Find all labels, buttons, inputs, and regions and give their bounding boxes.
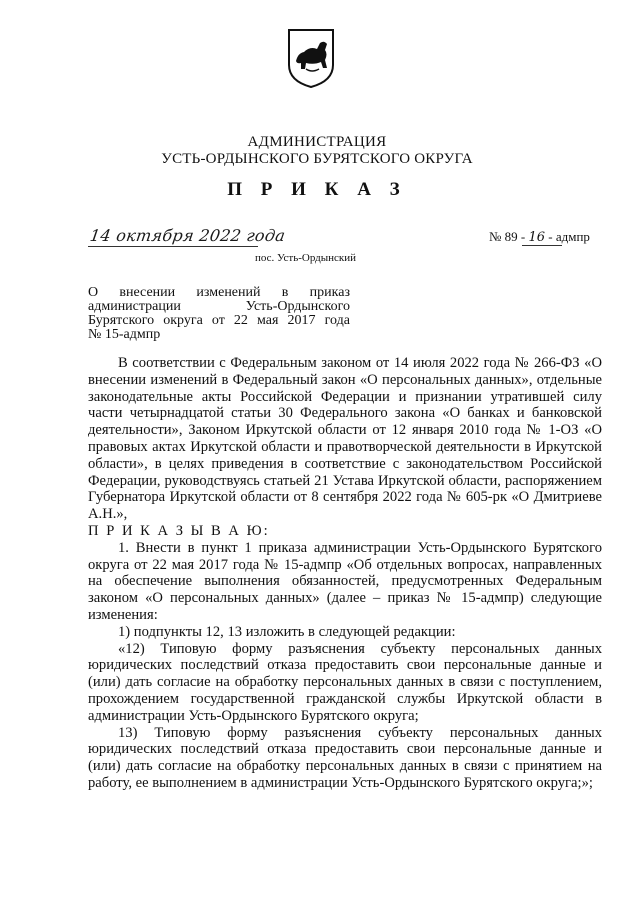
document-body xyxy=(88,355,602,792)
document-subject xyxy=(88,286,350,342)
number-suffix: - адмпр xyxy=(548,229,590,244)
date-underline xyxy=(88,246,258,247)
document-type: П Р И К А З xyxy=(227,179,407,200)
number-underline xyxy=(522,245,562,246)
subject-line: № 15-адмпр xyxy=(88,327,161,342)
paragraph-13: 13) Типовую форму разъяснения субъекту персональных данных юридических последствий отказа предоставить свои персональные данные и (или) дать согласие на обработку персональных данных в связи с принятием на работу, ее выполнением в администрации Усть-Ордынского Бурятского округа;»; xyxy=(88,724,602,791)
document-number xyxy=(489,229,590,245)
coat-of-arms-icon xyxy=(286,27,336,89)
document-place: пос. Усть-Ордынский xyxy=(255,252,357,264)
preamble-paragraph: В соответствии с Федеральным законом от 14 июля 2022 года № 266-ФЗ «О внесении изменений в Федеральный закон «О персональных данных», отдельные законодательные акты Российской Федерации и признании утратившей силу части четырнадцатой статьи 30 Федерального закона «О банках и банковской деятельности», Законом Иркутской области от 12 января 2010 года № 1-ОЗ «О правовых актах Иркутской области и правотворческой деятельности в Иркутской области», в целях приведения в соответствие с законодательством Российской Федерации, руководствуясь статьей 21 Устава Иркутской области, распоряжением Губернатора Иркутской области от 8 сентября 2022 года № 605-рк «О Дмитриеве А.Н.», xyxy=(88,355,602,523)
paragraph-12: «12) Типовую форму разъяснения субъекту персональных данных юридических последствий отказа предоставить свои персональные данные и (или) дать согласие на обработку персональных данных в связи с поступлением, прохождением государственной гражданской службы Иркутской области в администрации Усть-Ордынского Бурятского округа; xyxy=(88,640,602,724)
number-handwritten: 16 xyxy=(528,230,546,245)
organization-name: АДМИНИСТРАЦИЯ xyxy=(247,134,387,150)
organization-district: УСТЬ-ОРДЫНСКОГО БУРЯТСКОГО ОКРУГА xyxy=(161,151,473,167)
order-word: П Р И К А З Ы В А Ю: xyxy=(88,522,270,539)
subitem-1-paragraph: 1) подпункты 12, 13 изложить в следующей редакции: xyxy=(118,623,456,640)
document-date: 14 октября 2022 года xyxy=(88,226,287,245)
item-1-paragraph: 1. Внести в пункт 1 приказа администрации Усть-Ордынского Бурятского округа от 22 мая 2017 года № 15-адмпр «Об отдельных вопросах, направленных на обеспечение выполнения обязанностей, предусмотренных Федеральным законом «О персональных данных» (далее – приказ № 15-адмпр) следующие изменения: xyxy=(88,539,602,623)
subject-line: Бурятского округа от 22 мая 2017 года xyxy=(88,313,350,328)
subject-line: О внесении изменений в приказ xyxy=(88,285,350,300)
number-prefix: № 89 - xyxy=(489,229,526,244)
subject-line: администрации Усть-Ордынского xyxy=(88,299,350,314)
